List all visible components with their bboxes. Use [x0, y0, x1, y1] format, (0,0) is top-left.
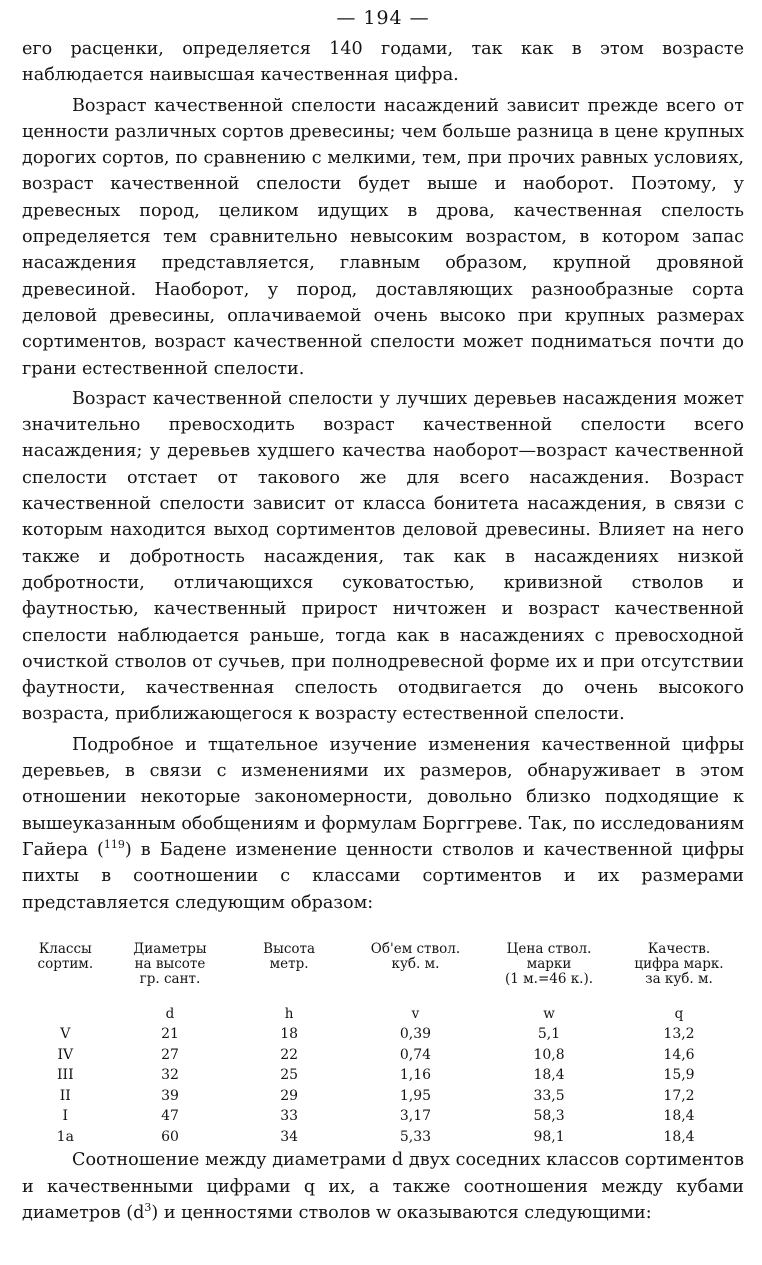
table-symbol-cell: v — [411, 1005, 420, 1022]
table-header-line: (1 м.=46 к.). — [505, 970, 594, 987]
table-header-line: гр. сант. — [139, 970, 201, 987]
table-cell: 5,1 — [537, 1026, 561, 1043]
table-header-line: Высота — [263, 940, 316, 957]
table-header-line: Цена ствол. — [506, 940, 592, 957]
table-row — [22, 1127, 744, 1148]
table-class-cell: V — [60, 1026, 71, 1043]
citation-number: 119 — [103, 838, 125, 852]
table-cell: 34 — [280, 1128, 299, 1145]
table-header-line: Об'ем ствол. — [370, 940, 461, 957]
table-symbol-cell — [22, 1002, 109, 1025]
table-cell: 13,2 — [663, 1026, 695, 1043]
table-cell: 22 — [280, 1046, 299, 1063]
table-header-cell — [347, 942, 484, 1002]
table-header-line: метр. — [269, 955, 309, 972]
table-symbol-cell: q — [674, 1005, 684, 1022]
table-symbol-cell: h — [284, 1005, 294, 1022]
table-cell: 15,9 — [663, 1067, 695, 1084]
table-row — [22, 1065, 744, 1086]
table-cell: 98,1 — [533, 1128, 565, 1145]
paragraph-5-text: Соотношение между диаметрами d двух соседних классов сортиментов и качественными цифрами q их, а также соотношения между кубами диаметров (d — [22, 1150, 744, 1223]
table-cell: 1,16 — [399, 1067, 432, 1084]
table-cell: 5,33 — [399, 1128, 432, 1145]
table-row — [22, 1106, 744, 1127]
table-class-cell: IV — [57, 1046, 74, 1063]
table-cell: 33,5 — [533, 1087, 565, 1104]
table-header-cell — [22, 942, 109, 1002]
table-cell: 58,3 — [533, 1108, 565, 1125]
paragraph-5-text-end: ) и ценностями стволов w оказываются следующими: — [151, 1202, 652, 1223]
table-row — [22, 1086, 744, 1107]
table-header-cell — [614, 942, 744, 1002]
table-header-line: на высоте — [134, 955, 206, 972]
table-cell: 10,8 — [533, 1046, 565, 1063]
paragraph-4-text-end: ) в Бадене изменение ценности стволов и качественной цифры пихты в соотношении с классами сортиментов и их размерами представляется следующим образом: — [22, 839, 744, 913]
table-header-cell — [109, 942, 232, 1002]
paragraph-1: его расценки, определяется 140 годами, так как в этом возрасте наблюдается наивысшая качественная цифра. — [22, 39, 744, 86]
table-symbol-cell: w — [543, 1005, 555, 1022]
table-cell: 39 — [161, 1087, 179, 1104]
table-cell: 1,95 — [399, 1087, 432, 1104]
table-cell: 17,2 — [663, 1087, 695, 1104]
table-cell: 18,4 — [663, 1128, 695, 1145]
table-class-cell: III — [57, 1067, 74, 1084]
table-row — [22, 1024, 744, 1045]
table-class-cell: II — [59, 1087, 71, 1104]
data-table — [22, 942, 744, 1148]
table-header-row — [22, 942, 744, 1002]
paragraph-2: Возраст качественной спелости насаждений зависит прежде всего от ценности различных сортов древесины; чем больше разница в цене крупных дорогих сортов, по сравнению с мелкими, тем, при прочих равных условиях, возраст качественной спелости будет выше и наоборот. Поэтому, у древесных пород, целиком идущих в дрова, качественная спелость определяется тем сравнительно невысоким возрастом, в котором запас насаждения представляется, главным образом, крупной дровяной древесиной. Наоборот, у пород, доставляющих разнообразные сорта деловой древесины, оплачиваемой очень высоко при крупных размерах сортиментов, возраст качественной спелости может подниматься почти до грани естественной спелости. — [22, 95, 744, 379]
table-class-cell: I — [62, 1108, 69, 1125]
table-cell: 14,6 — [663, 1046, 695, 1063]
table-cell: 18,4 — [663, 1108, 695, 1125]
table-header-line: Качеств. — [647, 940, 711, 957]
paragraph-4 — [22, 732, 744, 916]
table-header-line: Классы — [38, 940, 92, 957]
table-cell: 0,39 — [399, 1026, 432, 1043]
paragraph-3: Возраст качественной спелости у лучших деревьев насаждения может значительно превосходить возраст качественной спелости всего насаждения; у деревьев худшего качества наоборот—возраст качественной спелости отстает от такового же для всего насаждения. Возраст качественной спелости зависит от класса бонитета насаждения, в связи с которым находится выход сортиментов деловой древесины. Влияет на него также и добротность насаждения, так как в насаждениях низкой добротности, отличающихся суковатостью, кривизной стволов и фаутностью, качественный прирост ничтожен и возраст качественной спелости наблюдается раньше, тогда как в насаждениях с превосходной очисткой стволов от сучьев, при полнодревесной форме их и при отсутствии фаутности, качественная спелость отодвигается до очень высокого возраста, приближающегося к возрасту естественной спелости. — [22, 388, 744, 725]
table-cell: 3,17 — [399, 1108, 432, 1125]
table-header-line: сортим. — [37, 955, 94, 972]
table-cell: 18,4 — [533, 1067, 565, 1084]
table-cell: 60 — [161, 1128, 179, 1145]
table-header-line: марки — [526, 955, 572, 972]
page-number: — 194 — — [336, 7, 430, 29]
page — [22, 0, 744, 1226]
table-header-cell — [231, 942, 347, 1002]
exponent: 3 — [144, 1201, 152, 1215]
table-header-cell — [484, 942, 614, 1002]
table-cell: 25 — [280, 1067, 299, 1084]
paragraph-5 — [22, 1147, 744, 1226]
table-row — [22, 1045, 744, 1066]
table-cell: 29 — [280, 1087, 299, 1104]
table-cell: 32 — [161, 1067, 179, 1084]
table-class-cell: 1a — [56, 1128, 74, 1145]
table-cell: 27 — [161, 1046, 179, 1063]
table-header-line: куб. м. — [391, 955, 440, 972]
table-cell: 47 — [161, 1108, 179, 1125]
table-cell: 18 — [280, 1026, 299, 1043]
table-header-line: за куб. м. — [645, 970, 713, 987]
table-symbol-cell: d — [165, 1005, 175, 1022]
table-cell: 21 — [161, 1026, 179, 1043]
table-header-line: цифра марк. — [634, 955, 724, 972]
paragraph-4-text: Подробное и тщательное изучение изменения качественной цифры деревьев, в связи с изменениями их размеров, обнаруживает в этом отношении некоторые закономерности, довольно близко подходящие к вышеуказанным обобщениям и формулам Борггреве. Так, по исследованиям Гайера ( — [22, 734, 745, 860]
table-symbols-row — [22, 1002, 744, 1025]
table-cell: 0,74 — [399, 1046, 432, 1063]
table-cell: 33 — [280, 1108, 299, 1125]
table-header-line: Диаметры — [133, 940, 207, 957]
